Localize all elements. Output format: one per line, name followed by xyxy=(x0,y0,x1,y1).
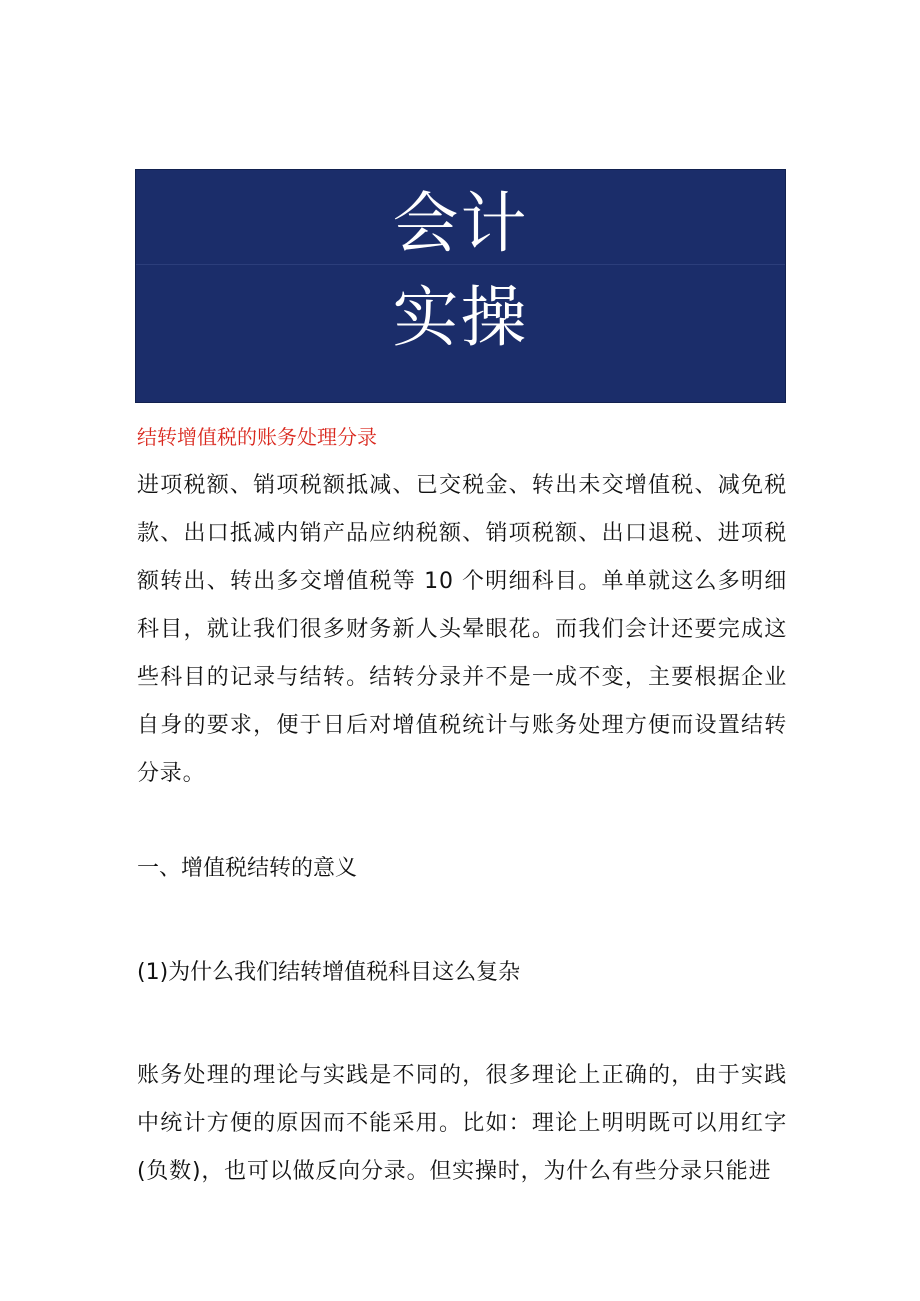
intro-paragraph: 进项税额、销项税额抵减、已交税金、转出未交增值税、减免税款、出口抵减内销产品应纳税额、销项税额、出口退税、进项税额转出、转出多交增值税等 10 个明细科目。单单就这么多明细科目，就让我们很多财务新人头晕眼花。而我们会计还要完成这些科目的记录与结转。结转分录并不是一成不变，主要根据企业自身的要求，便于日后对增值税统计与账务处理方便而设置结转分录。 xyxy=(137,473,787,786)
banner-title-line1: 会计 xyxy=(392,185,529,262)
title-banner xyxy=(135,169,786,403)
banner-divider xyxy=(136,264,785,265)
body-paragraph: 账务处理的理论与实践是不同的，很多理论上正确的，由于实践中统计方便的原因而不能采用。比如：理论上明明既可以用红字(负数)，也可以做反向分录。但实操时，为什么有些分录只能进 xyxy=(137,1063,787,1184)
banner-title-line2: 实操 xyxy=(392,279,529,356)
article-subtitle: 结转增值税的账务处理分录 xyxy=(137,425,377,449)
section-heading: 一、增值税结转的意义 xyxy=(137,856,358,881)
sub-heading: (1)为什么我们结转增值税科目这么复杂 xyxy=(137,960,521,985)
